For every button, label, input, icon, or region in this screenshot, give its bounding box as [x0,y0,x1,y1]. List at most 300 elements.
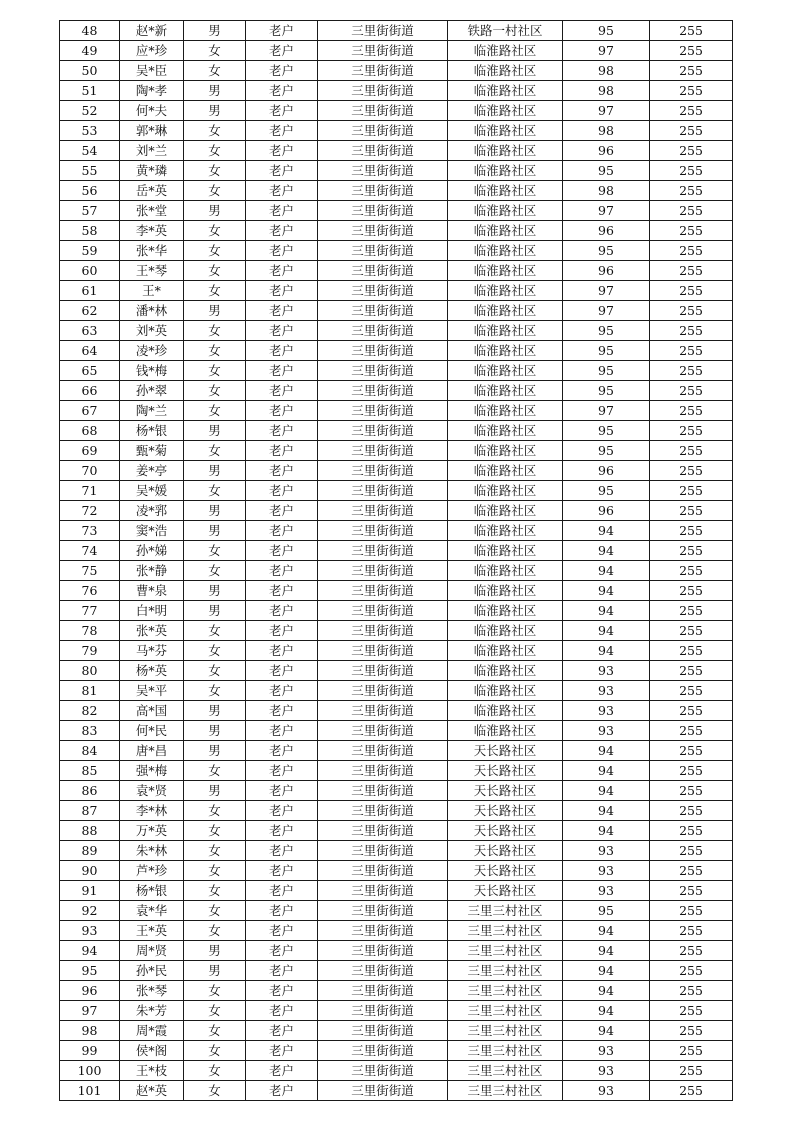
table-row [60,721,733,741]
name-cell: 何*夫 [120,101,184,121]
name-cell: 马*芬 [120,641,184,661]
street-cell: 三里街街道 [318,261,448,281]
household-type-cell: 老户 [246,541,318,561]
name-cell: 吴*臣 [120,61,184,81]
gender-cell: 男 [184,741,246,761]
age-cell: 94 [563,921,650,941]
table-body [60,21,733,1101]
table-row [60,541,733,561]
row-number-cell: 84 [60,741,120,761]
amount-cell: 255 [650,701,733,721]
household-type-cell: 老户 [246,61,318,81]
household-type-cell: 老户 [246,501,318,521]
household-type-cell: 老户 [246,801,318,821]
table-row [60,601,733,621]
gender-cell: 男 [184,721,246,741]
name-cell: 李*英 [120,221,184,241]
row-number-cell: 83 [60,721,120,741]
row-number-cell: 72 [60,501,120,521]
household-type-cell: 老户 [246,521,318,541]
community-cell: 临淮路社区 [448,181,563,201]
amount-cell: 255 [650,941,733,961]
household-type-cell: 老户 [246,281,318,301]
community-cell: 临淮路社区 [448,561,563,581]
street-cell: 三里街街道 [318,221,448,241]
street-cell: 三里街街道 [318,41,448,61]
street-cell: 三里街街道 [318,661,448,681]
table-row [60,961,733,981]
gender-cell: 女 [184,61,246,81]
age-cell: 93 [563,881,650,901]
gender-cell: 女 [184,661,246,681]
household-type-cell: 老户 [246,821,318,841]
amount-cell: 255 [650,21,733,41]
amount-cell: 255 [650,1061,733,1081]
table-row [60,261,733,281]
amount-cell: 255 [650,821,733,841]
row-number-cell: 86 [60,781,120,801]
household-type-cell: 老户 [246,881,318,901]
table-row [60,461,733,481]
amount-cell: 255 [650,841,733,861]
street-cell: 三里街街道 [318,321,448,341]
name-cell: 甄*菊 [120,441,184,461]
row-number-cell: 96 [60,981,120,1001]
amount-cell: 255 [650,41,733,61]
age-cell: 93 [563,861,650,881]
row-number-cell: 89 [60,841,120,861]
amount-cell: 255 [650,661,733,681]
name-cell: 何*民 [120,721,184,741]
name-cell: 孙*民 [120,961,184,981]
age-cell: 94 [563,1001,650,1021]
household-type-cell: 老户 [246,441,318,461]
table-row [60,121,733,141]
household-type-cell: 老户 [246,1041,318,1061]
age-cell: 93 [563,661,650,681]
table-row [60,901,733,921]
row-number-cell: 59 [60,241,120,261]
amount-cell: 255 [650,461,733,481]
age-cell: 96 [563,141,650,161]
name-cell: 唐*昌 [120,741,184,761]
amount-cell: 255 [650,181,733,201]
gender-cell: 女 [184,1081,246,1101]
household-type-cell: 老户 [246,941,318,961]
household-type-cell: 老户 [246,701,318,721]
amount-cell: 255 [650,1041,733,1061]
household-type-cell: 老户 [246,601,318,621]
name-cell: 张*堂 [120,201,184,221]
gender-cell: 女 [184,901,246,921]
community-cell: 临淮路社区 [448,121,563,141]
name-cell: 王* [120,281,184,301]
name-cell: 曹*泉 [120,581,184,601]
amount-cell: 255 [650,1001,733,1021]
name-cell: 周*贤 [120,941,184,961]
community-cell: 临淮路社区 [448,141,563,161]
community-cell: 临淮路社区 [448,281,563,301]
name-cell: 岳*英 [120,181,184,201]
age-cell: 93 [563,701,650,721]
street-cell: 三里街街道 [318,141,448,161]
name-cell: 王*枝 [120,1061,184,1081]
community-cell: 三里三村社区 [448,1021,563,1041]
gender-cell: 男 [184,21,246,41]
name-cell: 杨*英 [120,661,184,681]
gender-cell: 女 [184,1021,246,1041]
street-cell: 三里街街道 [318,1081,448,1101]
community-cell: 临淮路社区 [448,201,563,221]
row-number-cell: 76 [60,581,120,601]
gender-cell: 女 [184,821,246,841]
household-type-cell: 老户 [246,861,318,881]
age-cell: 94 [563,1021,650,1041]
age-cell: 94 [563,821,650,841]
community-cell: 临淮路社区 [448,261,563,281]
age-cell: 98 [563,121,650,141]
row-number-cell: 93 [60,921,120,941]
age-cell: 93 [563,1081,650,1101]
row-number-cell: 60 [60,261,120,281]
amount-cell: 255 [650,341,733,361]
row-number-cell: 87 [60,801,120,821]
name-cell: 陶*兰 [120,401,184,421]
age-cell: 93 [563,841,650,861]
name-cell: 王*琴 [120,261,184,281]
household-type-cell: 老户 [246,381,318,401]
community-cell: 临淮路社区 [448,221,563,241]
community-cell: 临淮路社区 [448,101,563,121]
table-row [60,301,733,321]
row-number-cell: 97 [60,1001,120,1021]
row-number-cell: 50 [60,61,120,81]
community-cell: 铁路一村社区 [448,21,563,41]
amount-cell: 255 [650,761,733,781]
amount-cell: 255 [650,721,733,741]
table-row [60,1061,733,1081]
street-cell: 三里街街道 [318,341,448,361]
table-row [60,221,733,241]
amount-cell: 255 [650,401,733,421]
street-cell: 三里街街道 [318,721,448,741]
street-cell: 三里街街道 [318,541,448,561]
household-type-cell: 老户 [246,41,318,61]
row-number-cell: 88 [60,821,120,841]
age-cell: 94 [563,581,650,601]
row-number-cell: 92 [60,901,120,921]
street-cell: 三里街街道 [318,521,448,541]
age-cell: 95 [563,21,650,41]
household-type-cell: 老户 [246,721,318,741]
gender-cell: 女 [184,401,246,421]
age-cell: 94 [563,621,650,641]
community-cell: 临淮路社区 [448,621,563,641]
table-row [60,861,733,881]
gender-cell: 女 [184,761,246,781]
street-cell: 三里街街道 [318,1061,448,1081]
amount-cell: 255 [650,281,733,301]
age-cell: 95 [563,421,650,441]
street-cell: 三里街街道 [318,961,448,981]
gender-cell: 女 [184,881,246,901]
community-cell: 天长路社区 [448,801,563,821]
gender-cell: 女 [184,801,246,821]
name-cell: 陶*孝 [120,81,184,101]
household-type-cell: 老户 [246,221,318,241]
gender-cell: 女 [184,1041,246,1061]
household-type-cell: 老户 [246,1081,318,1101]
gender-cell: 男 [184,781,246,801]
age-cell: 95 [563,441,650,461]
table-row [60,1041,733,1061]
age-cell: 94 [563,981,650,1001]
street-cell: 三里街街道 [318,701,448,721]
age-cell: 94 [563,561,650,581]
community-cell: 天长路社区 [448,761,563,781]
age-cell: 95 [563,481,650,501]
name-cell: 张*华 [120,241,184,261]
gender-cell: 男 [184,601,246,621]
community-cell: 临淮路社区 [448,161,563,181]
age-cell: 94 [563,801,650,821]
street-cell: 三里街街道 [318,601,448,621]
name-cell: 张*英 [120,621,184,641]
community-cell: 三里三村社区 [448,1041,563,1061]
row-number-cell: 54 [60,141,120,161]
gender-cell: 女 [184,181,246,201]
age-cell: 95 [563,241,650,261]
name-cell: 吴*媛 [120,481,184,501]
table-row [60,621,733,641]
amount-cell: 255 [650,961,733,981]
table-row [60,481,733,501]
gender-cell: 男 [184,201,246,221]
street-cell: 三里街街道 [318,381,448,401]
gender-cell: 女 [184,841,246,861]
household-type-cell: 老户 [246,661,318,681]
table-row [60,341,733,361]
name-cell: 王*英 [120,921,184,941]
street-cell: 三里街街道 [318,401,448,421]
household-type-cell: 老户 [246,1001,318,1021]
row-number-cell: 57 [60,201,120,221]
household-type-cell: 老户 [246,321,318,341]
table-row [60,681,733,701]
name-cell: 周*霞 [120,1021,184,1041]
name-cell: 高*国 [120,701,184,721]
street-cell: 三里街街道 [318,101,448,121]
amount-cell: 255 [650,361,733,381]
gender-cell: 女 [184,221,246,241]
name-cell: 袁*贤 [120,781,184,801]
gender-cell: 男 [184,301,246,321]
gender-cell: 女 [184,341,246,361]
amount-cell: 255 [650,901,733,921]
row-number-cell: 81 [60,681,120,701]
age-cell: 97 [563,41,650,61]
household-type-cell: 老户 [246,161,318,181]
row-number-cell: 64 [60,341,120,361]
table-row [60,661,733,681]
gender-cell: 男 [184,521,246,541]
street-cell: 三里街街道 [318,841,448,861]
name-cell: 朱*芳 [120,1001,184,1021]
row-number-cell: 78 [60,621,120,641]
name-cell: 凌*珍 [120,341,184,361]
amount-cell: 255 [650,621,733,641]
age-cell: 97 [563,401,650,421]
row-number-cell: 101 [60,1081,120,1101]
amount-cell: 255 [650,161,733,181]
street-cell: 三里街街道 [318,801,448,821]
gender-cell: 女 [184,621,246,641]
row-number-cell: 100 [60,1061,120,1081]
amount-cell: 255 [650,981,733,1001]
community-cell: 临淮路社区 [448,541,563,561]
name-cell: 张*静 [120,561,184,581]
row-number-cell: 51 [60,81,120,101]
records-table [59,20,733,1101]
row-number-cell: 82 [60,701,120,721]
table-row [60,821,733,841]
gender-cell: 男 [184,501,246,521]
name-cell: 白*明 [120,601,184,621]
name-cell: 杨*银 [120,881,184,901]
table-row [60,981,733,1001]
age-cell: 97 [563,301,650,321]
gender-cell: 女 [184,1061,246,1081]
row-number-cell: 74 [60,541,120,561]
age-cell: 98 [563,61,650,81]
age-cell: 95 [563,361,650,381]
gender-cell: 女 [184,921,246,941]
community-cell: 天长路社区 [448,861,563,881]
amount-cell: 255 [650,101,733,121]
street-cell: 三里街街道 [318,861,448,881]
age-cell: 93 [563,1041,650,1061]
household-type-cell: 老户 [246,121,318,141]
street-cell: 三里街街道 [318,901,448,921]
amount-cell: 255 [650,1081,733,1101]
age-cell: 94 [563,541,650,561]
table-row [60,881,733,901]
age-cell: 94 [563,961,650,981]
community-cell: 临淮路社区 [448,481,563,501]
street-cell: 三里街街道 [318,241,448,261]
gender-cell: 男 [184,961,246,981]
age-cell: 95 [563,901,650,921]
gender-cell: 女 [184,261,246,281]
table-row [60,641,733,661]
name-cell: 张*琴 [120,981,184,1001]
street-cell: 三里街街道 [318,621,448,641]
community-cell: 临淮路社区 [448,601,563,621]
amount-cell: 255 [650,861,733,881]
name-cell: 孙*翠 [120,381,184,401]
household-type-cell: 老户 [246,681,318,701]
amount-cell: 255 [650,781,733,801]
table-row [60,21,733,41]
amount-cell: 255 [650,241,733,261]
community-cell: 三里三村社区 [448,921,563,941]
row-number-cell: 99 [60,1041,120,1061]
amount-cell: 255 [650,61,733,81]
gender-cell: 女 [184,561,246,581]
age-cell: 96 [563,221,650,241]
row-number-cell: 77 [60,601,120,621]
table-row [60,181,733,201]
gender-cell: 女 [184,361,246,381]
age-cell: 97 [563,101,650,121]
row-number-cell: 52 [60,101,120,121]
amount-cell: 255 [650,141,733,161]
household-type-cell: 老户 [246,401,318,421]
name-cell: 侯*阁 [120,1041,184,1061]
table-row [60,801,733,821]
table-row [60,61,733,81]
community-cell: 三里三村社区 [448,961,563,981]
name-cell: 凌*郛 [120,501,184,521]
row-number-cell: 66 [60,381,120,401]
age-cell: 95 [563,381,650,401]
table-row [60,921,733,941]
name-cell: 杨*银 [120,421,184,441]
street-cell: 三里街街道 [318,641,448,661]
gender-cell: 女 [184,381,246,401]
street-cell: 三里街街道 [318,581,448,601]
row-number-cell: 62 [60,301,120,321]
street-cell: 三里街街道 [318,61,448,81]
gender-cell: 女 [184,861,246,881]
row-number-cell: 63 [60,321,120,341]
community-cell: 临淮路社区 [448,361,563,381]
age-cell: 98 [563,181,650,201]
row-number-cell: 68 [60,421,120,441]
amount-cell: 255 [650,501,733,521]
row-number-cell: 80 [60,661,120,681]
amount-cell: 255 [650,321,733,341]
name-cell: 潘*林 [120,301,184,321]
table-row [60,841,733,861]
household-type-cell: 老户 [246,21,318,41]
household-type-cell: 老户 [246,741,318,761]
street-cell: 三里街街道 [318,921,448,941]
street-cell: 三里街街道 [318,501,448,521]
name-cell: 孙*娣 [120,541,184,561]
household-type-cell: 老户 [246,101,318,121]
row-number-cell: 69 [60,441,120,461]
community-cell: 临淮路社区 [448,41,563,61]
age-cell: 95 [563,321,650,341]
table-row [60,441,733,461]
community-cell: 临淮路社区 [448,321,563,341]
amount-cell: 255 [650,561,733,581]
household-type-cell: 老户 [246,81,318,101]
age-cell: 93 [563,1061,650,1081]
street-cell: 三里街街道 [318,821,448,841]
street-cell: 三里街街道 [318,1021,448,1041]
amount-cell: 255 [650,921,733,941]
row-number-cell: 48 [60,21,120,41]
street-cell: 三里街街道 [318,201,448,221]
age-cell: 95 [563,341,650,361]
street-cell: 三里街街道 [318,81,448,101]
name-cell: 黄*璘 [120,161,184,181]
street-cell: 三里街街道 [318,1001,448,1021]
street-cell: 三里街街道 [318,301,448,321]
age-cell: 94 [563,761,650,781]
